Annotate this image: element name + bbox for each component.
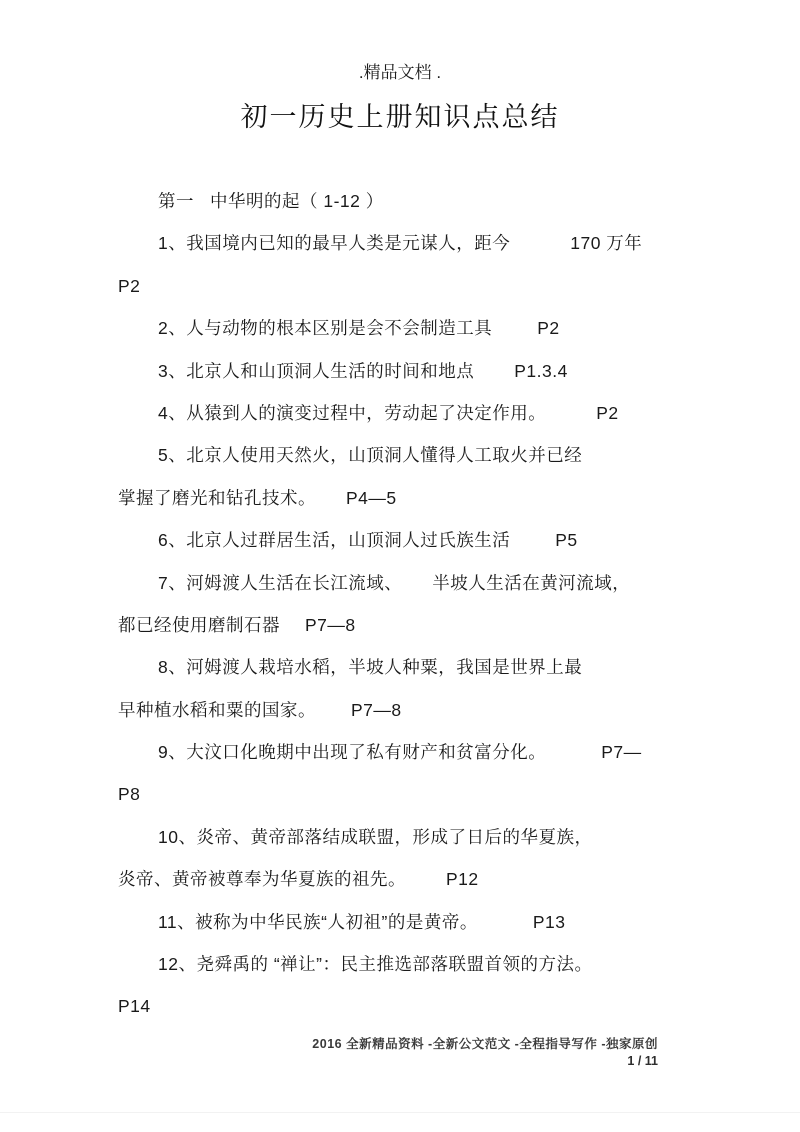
footer-credits: 2016 全新精品资料 -全新公文范文 -全程指导写作 -独家原创	[312, 1037, 658, 1051]
gap-spacer	[510, 248, 570, 249]
gap-spacer	[492, 333, 537, 334]
text-line	[118, 562, 740, 604]
text-segment: P14	[118, 996, 151, 1017]
text-line	[118, 477, 740, 519]
text-line	[118, 519, 740, 561]
text-segment: 10、炎帝、黄帝部落结成联盟，形成了日后的华夏族，	[158, 826, 593, 847]
text-segment: 170 万年	[570, 233, 643, 254]
text-line	[118, 646, 740, 688]
text-line	[118, 392, 740, 434]
text-line	[118, 180, 740, 222]
text-segment: P2	[596, 402, 619, 423]
text-segment: 掌握了磨光和钻孔技术。	[118, 487, 316, 508]
gap-spacer	[474, 376, 514, 377]
text-segment: 8、河姆渡人栽培水稻，半坡人种粟，我国是世界上最	[158, 657, 583, 678]
gap-spacer	[510, 545, 555, 546]
text-line	[118, 307, 740, 349]
text-segment: 第一	[158, 191, 194, 211]
text-line	[118, 689, 740, 731]
text-segment: P2	[537, 318, 560, 339]
text-segment: P1.3.4	[514, 360, 568, 381]
text-line	[118, 858, 740, 900]
text-segment: 5、北京人使用天然火，山顶洞人懂得人工取火并已经	[158, 445, 583, 466]
text-line	[118, 731, 740, 773]
text-segment: P7—8	[351, 699, 402, 720]
text-line	[118, 350, 740, 392]
text-segment: P12	[446, 869, 479, 890]
text-segment: 半坡人生活在黄河流域，	[432, 572, 631, 593]
gap-spacer	[546, 757, 601, 758]
text-line	[118, 985, 740, 1027]
page-footer	[0, 1036, 800, 1070]
page-number: 1 / 11	[627, 1054, 658, 1068]
text-segment: 3、北京人和山顶洞人生活的时间和地点	[158, 360, 475, 381]
text-segment: 炎帝、黄帝被尊奉为华夏族的祖先。	[118, 869, 406, 890]
text-line	[118, 943, 740, 985]
text-line	[118, 265, 740, 307]
text-segment: P8	[118, 784, 141, 805]
text-segment: P7—8	[305, 614, 356, 635]
text-segment: 11、被称为中华民族“人初祖”的是黄帝。	[158, 911, 478, 932]
text-line	[118, 434, 740, 476]
text-segment: P13	[532, 911, 566, 932]
text-segment: 9、大汶口化晚期中出现了私有财产和贫富分化。	[158, 742, 547, 763]
text-segment: 中华明的起（ 1-12 ）	[210, 191, 384, 211]
gap-spacer	[402, 588, 432, 589]
text-segment: P7—	[601, 742, 642, 763]
text-segment: 都已经使用磨制石器	[118, 614, 280, 635]
text-segment: P5	[555, 530, 578, 551]
text-line	[118, 901, 740, 943]
watermark-text: .精品文档 .	[358, 63, 442, 82]
gap-spacer	[478, 927, 533, 928]
text-segment: 6、北京人过群居生活，山顶洞人过氏族生活	[158, 530, 511, 551]
gap-spacer	[546, 418, 596, 419]
text-line	[118, 773, 740, 815]
gap-spacer	[316, 503, 346, 504]
page-edge-divider	[0, 1112, 800, 1113]
gap-spacer	[280, 630, 305, 631]
text-segment: P2	[118, 275, 141, 296]
text-line	[118, 604, 740, 646]
gap-spacer	[406, 884, 446, 885]
gap-spacer	[194, 206, 210, 207]
document-body	[0, 180, 800, 1028]
text-segment: 7、河姆渡人生活在长江流域、	[158, 572, 403, 593]
text-segment: 早种植水稻和粟的国家。	[118, 699, 316, 720]
text-segment: P4—5	[346, 487, 397, 508]
text-line	[118, 816, 740, 858]
text-segment: 2、人与动物的根本区别是会不会制造工具	[158, 318, 493, 339]
document-title: 初一历史上册知识点总结	[240, 102, 560, 132]
text-segment: 4、从猿到人的演变过程中，劳动起了决定作用。	[158, 402, 547, 423]
text-line	[118, 222, 740, 264]
gap-spacer	[316, 715, 351, 716]
text-segment: 1、我国境内已知的最早人类是元谋人，距今	[158, 233, 511, 254]
text-segment: 12、尧舜禹的 “禅让”：民主推选部落联盟首领的方法。	[158, 954, 593, 975]
